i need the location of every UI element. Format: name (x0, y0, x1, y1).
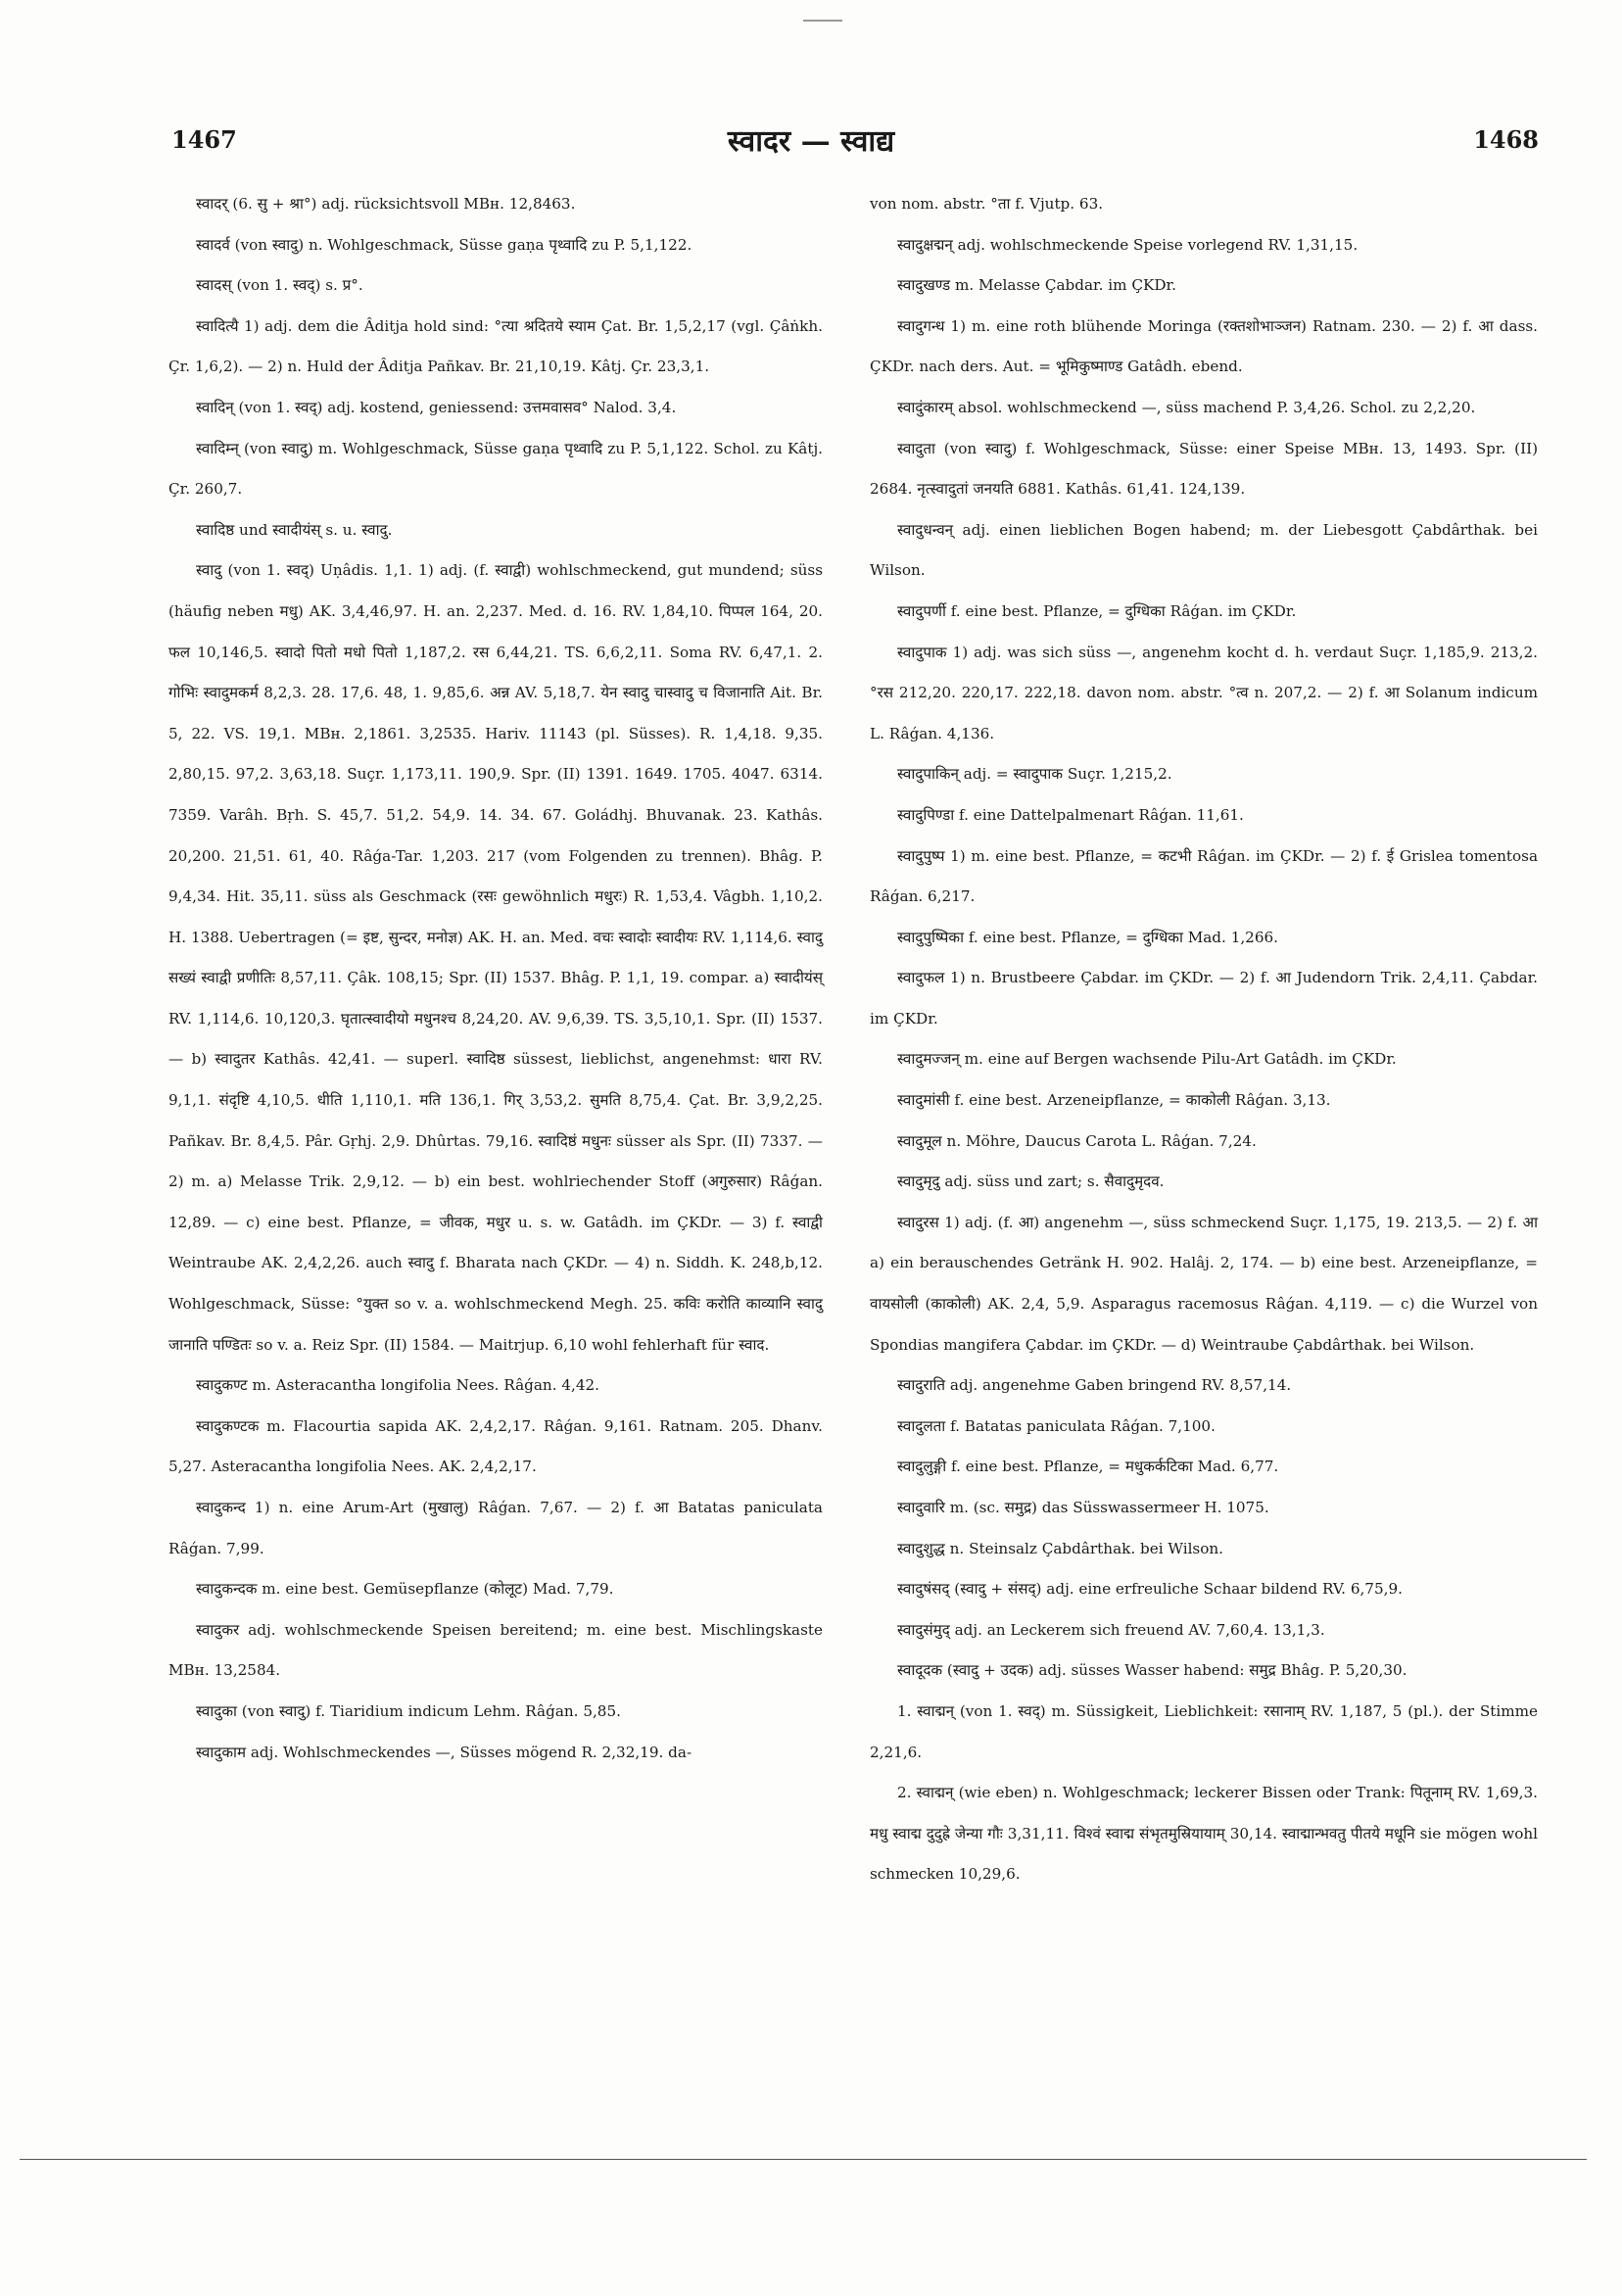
page-number-left: 1467 (171, 125, 237, 154)
dictionary-entry: स्वादुसंमुद् adj. an Leckerem sich freuend AV. 7,60,4. 13,1,3. (897, 1620, 1325, 1639)
dictionary-entry: स्वादुपुष्पिका f. eine best. Pflanze, = दुग्धिका Mad. 1,266. (897, 928, 1278, 946)
dictionary-entry: स्वादिम्न् (von स्वादु) m. Wohlgeschmack, Süsse gaṇa पृथ्वादि zu P. 5,1,122. Schol. zu Kâtj. Çr. 260,7. (168, 439, 823, 499)
dictionary-entry: स्वादुपुष्प 1) m. eine best. Pflanze, = कटभी Râǵan. im ÇKDr. — 2) f. ई Grislea tomentosa Râǵan. 6,217. (870, 846, 1538, 906)
dictionary-entry: स्वादुपाक 1) adj. was sich süss —, angenehm kocht d. h. verdaut Suçr. 1,185,9. 213,2. °रस 212,20. 220,17. 222,18. davon nom. abstr. °त्व n. 207,2. — 2) f. आ Solanum indicum L. Râǵan. 4,136. (870, 643, 1538, 742)
dictionary-entry: स्वादुका (von स्वादु) f. Tiaridium indicum Lehm. Râǵan. 5,85. (196, 1701, 621, 1720)
dictionary-entry: स्वादुलता f. Batatas paniculata Râǵan. 7,100. (897, 1416, 1216, 1435)
dictionary-entry: स्वादुकर adj. wohlschmeckende Speisen bereitend; m. eine best. Mischlingskaste MBн. 13,2584. (168, 1620, 823, 1680)
dictionary-entry: स्वादुमृदु adj. süss und zart; s. सैवादुमृदव. (897, 1172, 1165, 1191)
dictionary-entry: स्वादुकन्द 1) n. eine Arum-Art (मुखालु) Râǵan. 7,67. — 2) f. आ Batatas paniculata Râǵan. 7,99. (168, 1499, 823, 1557)
bottom-rule (20, 2159, 1587, 2160)
dictionary-entry: स्वादुंकारम् absol. wohlschmeckend —, süss machend P. 3,4,26. Schol. zu 2,2,20. (897, 398, 1476, 416)
dictionary-entry: स्वादर् (6. सु + श्रा°) adj. rücksichtsvoll MBн. 12,8463. (196, 195, 576, 213)
dictionary-entry: 1. स्वाद्मन् (von 1. स्वद्) m. Süssigkeit, Lieblichkeit: रसानाम् RV. 1,187, 5 (pl.). der Stimme 2,21,6. (870, 1701, 1538, 1761)
dictionary-entry: स्वादस् (von 1. स्वद्) s. प्र°. (196, 276, 363, 295)
dictionary-entry: स्वादुफल 1) n. Brustbeere Çabdar. im ÇKDr. — 2) f. आ Judendorn Trik. 2,4,11. Çabdar. im ÇKDr. (870, 969, 1538, 1028)
dictionary-entry: स्वादुकन्दक m. eine best. Gemüsepflanze (कोलूट) Mad. 7,79. (196, 1580, 614, 1599)
dictionary-entry: स्वादित्यै 1) adj. dem die Âditja hold sind: °त्या श्रदितये स्याम Çat. Br. 1,5,2,17 (vgl. Çâṅkh. Çr. 1,6,2). — 2) n. Huld der Âditja Pañkav. Br. 21,10,19. Kâtj. Çr. 23,3,1. (168, 316, 823, 376)
dictionary-entry: 2. स्वाद्मन् (wie eben) n. Wohlgeschmack; leckerer Bissen oder Trank: पितूनाम् RV. 1,69,3. मधु स्वाद्म दुदुह्रे जेन्या गौः 3,31,11. विश्वं स्वाद्म संभृतमुस्रियायाम् 30,14. स्वाद्मान्भवतु पीतये मधूनि sie mögen wohl schmecken 10,29,6. (870, 1784, 1538, 1884)
dictionary-entry: स्वादुशुद्ध n. Steinsalz Çabdârthak. bei Wilson. (897, 1539, 1223, 1557)
dictionary-entry: स्वादूदक (स्वादु + उदक) adj. süsses Wasser habend: समुद्र Bhâg. P. 5,20,30. (897, 1661, 1407, 1680)
dictionary-entry: स्वादिन् (von 1. स्वद्) adj. kostend, geniessend: उत्तमवासव° Nalod. 3,4. (196, 398, 677, 416)
dictionary-entry: स्वादुषंसद् (स्वादु + संसद्) adj. eine erfreuliche Schaar bildend RV. 6,75,9. (897, 1580, 1403, 1599)
left-column (168, 184, 823, 1773)
dictionary-entry: स्वादुमांसी f. eine best. Arzeneipflanze, = काकोली Râǵan. 3,13. (897, 1091, 1331, 1110)
page-number-right: 1468 (1473, 125, 1539, 154)
dictionary-entry: von nom. abstr. °ता f. Vjutp. 63. (870, 195, 1104, 213)
dictionary-entry: स्वादुखण्ड m. Melasse Çabdar. im ÇKDr. (897, 276, 1176, 295)
dictionary-entry: स्वादुपिण्डा f. eine Dattelpalmenart Râǵan. 11,61. (897, 805, 1244, 824)
dictionary-entry: स्वादुवारि m. (sc. समुद्र) das Süsswassermeer H. 1075. (897, 1499, 1269, 1516)
dictionary-entry: स्वादुकण्टक m. Flacourtia sapida AK. 2,4,2,17. Râǵan. 9,161. Ratnam. 205. Dhanv. 5,27. Asteracantha longifolia Nees. AK. 2,4,2,17. (168, 1416, 823, 1476)
dictionary-entry: स्वादिष्ठ und स्वादीयंस् s. u. स्वादु. (196, 520, 393, 539)
dictionary-entry: स्वादु (von 1. स्वद्) Uṇâdis. 1,1. 1) adj. (f. स्वाद्वी) wohlschmeckend, gut mundend; süss (häufig neben मधु) AK. 3,4,46,97. H. an. 2,237. Med. d. 16. RV. 1,84,10. पिप्पल 164, 20. फल 10,146,5. स्वादो पितो मधो पितो 1,187,2. रस 6,44,21. TS. 6,6,2,11. Soma RV. 6,47,1. 2. गोभिः स्वादुमकर्म 8,2,3. 28. 17,6. 48, 1. 9,85,6. अन्न AV. 5,18,7. येन स्वादु चास्वादु च विजानाति Ait. Br. 5, 22. VS. 19,1. MBн. 2,1861. 3,2535. Hariv. 11143 (pl. Süsses). R. 1,4,18. 9,35. 2,80,15. 97,2. 3,63,18. Suçr. 1,173,11. 190,9. Spr. (II) 1391. 1649. 1705. 4047. 6314. 7359. Varâh. Bṛh. S. 45,7. 51,2. 54,9. 14. 34. 67. Goládhj. Bhuvanak. 23. Kathâs. 20,200. 21,51. 61, 40. Râǵa-Tar. 1,203. 217 (vom Folgenden zu trennen). Bhâg. P. 9,4,34. Hit. 35,11. süss als Geschmack (रसः gewöhnlich मधुरः) R. 1,53,4. Vâgbh. 1,10,2. H. 1388. Uebertragen (= इष्ट, सुन्दर, मनोज्ञ) AK. H. an. Med. वचः स्वादोः स्वादीयः RV. 1,114,6. स्वादु सख्यं स्वाद्वी प्रणीतिः 8,57,11. Çâk. 108,15; Spr. (II) 1537. Bhâg. P. 1,1, 19. compar. a) स्वादीयंस् RV. 1,114,6. 10,120,3. घृतात्स्वादीयो मधुनश्च 8,24,20. AV. 9,6,39. TS. 3,5,10,1. Spr. (II) 1537. — b) स्वादुतर Kathâs. 42,41. — superl. स्वादिष्ठ süssest, lieblichst, angenehmst: धारा RV. 9,1,1. संदृष्टि 4,10,5. धीति 1,110,1. मति 136,1. गिर् 3,53,2. सुमति 8,75,4. Çat. Br. 3,9,2,25. Pañkav. Br. 8,4,5. Pâr. Gṛhj. 2,9. Dhûrtas. 79,16. स्वादिष्ठं मधुनः süsser als Spr. (II) 7337. — 2) m. a) Melasse Trik. 2,9,12. — b) ein best. wohlriechender Stoff (अगुरुसार) Râǵan. 12,89. — c) eine best. Pflanze, = जीवक, मधुर u. s. w. Gatâdh. im ÇKDr. — 3) f. स्वाद्वी Weintraube AK. 2,4,2,26. auch स्वादु f. Bharata nach ÇKDr. — 4) n. Siddh. K. 248,b,12. Wohlgeschmack, Süsse: °युक्त so v. a. wohlschmeckend Megh. 25. कविः करोति काव्यानि स्वादु जानाति पण्डितः so v. a. Reiz Spr. (II) 1584. — Maitrjup. 6,10 wohl fehlerhaft für स्वाद. (168, 561, 823, 1354)
dictionary-entry: स्वादुराति adj. angenehme Gaben bringend RV. 8,57,14. (897, 1376, 1292, 1395)
dictionary-entry: स्वादुमूल n. Möhre, Daucus Carota L. Râǵan. 7,24. (897, 1131, 1257, 1150)
top-mark (803, 20, 842, 22)
dictionary-entry: स्वादुमज्जन् m. eine auf Bergen wachsende Pilu-Art Gatâdh. im ÇKDr. (897, 1050, 1397, 1069)
dictionary-entry: स्वादुकण्ट m. Asteracantha longifolia Nees. Râǵan. 4,42. (196, 1376, 600, 1395)
dictionary-entry: स्वादर्व (von स्वादु) n. Wohlgeschmack, Süsse gaṇa पृथ्वादि zu P. 5,1,122. (196, 235, 692, 254)
dictionary-entry: स्वादुरस 1) adj. (f. आ) angenehm —, süss schmeckend Suçr. 1,175, 19. 213,5. — 2) f. आ a) ein berauschendes Getränk H. 902. Halâj. 2, 174. — b) eine best. Arzeneipflanze, = वायसोली (काकोली) AK. 2,4, 5,9. Asparagus racemosus Râǵan. 4,119. — c) die Wurzel von Spondias mangifera Çabdar. im ÇKDr. — d) Weintraube Çabdârthak. bei Wilson. (870, 1213, 1538, 1354)
right-column (870, 184, 1538, 1895)
dictionary-entry: स्वादुता (von स्वादु) f. Wohlgeschmack, Süsse: einer Speise MBн. 13, 1493. Spr. (II) 2684. नृत्स्वादुतां जनयति 6881. Kathâs. 61,41. 124,139. (870, 439, 1538, 499)
dictionary-entry: स्वादुपर्णी f. eine best. Pflanze, = दुग्धिका Râǵan. im ÇKDr. (897, 601, 1297, 620)
dictionary-entry: स्वादुकाम adj. Wohlschmeckendes —, Süsses mögend R. 2,32,19. da- (196, 1743, 692, 1761)
page-title: स्वादर — स्वाद्य (727, 124, 895, 159)
dictionary-entry: स्वादुलुङ्गी f. eine best. Pflanze, = मधुकर्कटिका Mad. 6,77. (897, 1458, 1279, 1476)
dictionary-entry: स्वादुगन्ध 1) m. eine roth blühende Moringa (रक्तशोभाञ्जन) Ratnam. 230. — 2) f. आ dass. ÇKDr. nach ders. Aut. = भूमिकुष्माण्ड Gatâdh. ebend. (870, 316, 1538, 376)
dictionary-entry: स्वादुक्षद्मन् adj. wohlschmeckende Speise vorlegend RV. 1,31,15. (897, 235, 1359, 254)
dictionary-entry: स्वादुपाकिन् adj. = स्वादुपाक Suçr. 1,215,2. (897, 765, 1172, 784)
dictionary-entry: स्वादुधन्वन् adj. einen lieblichen Bogen habend; m. der Liebesgott Çabdârthak. bei Wilson. (870, 520, 1538, 580)
